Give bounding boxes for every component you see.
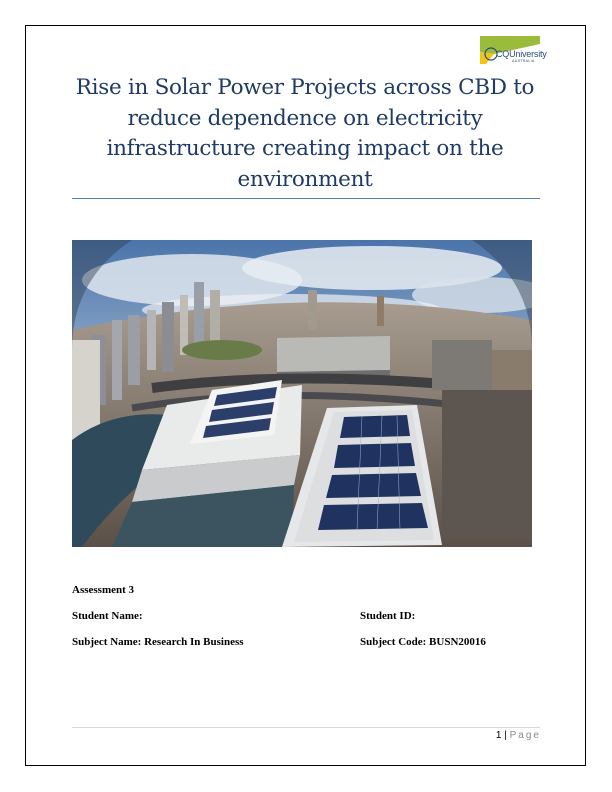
page-label: Page (509, 730, 541, 741)
city-rooftop-solar-photo (72, 240, 532, 547)
footer-separator: | (504, 730, 507, 741)
cover-photo (72, 240, 532, 547)
footer-rule (72, 727, 540, 728)
cqu-logo (480, 34, 547, 72)
assessment-label: Assessment 3 (72, 584, 135, 596)
document-title: Rise in Solar Power Projects across CBD to reduce dependence on electricity infrastructure creating impact on the environment (75, 75, 535, 192)
subject-name: Subject Name: Research In Business (72, 636, 244, 648)
subject-code: Subject Code: BUSN20016 (360, 636, 486, 648)
logo-text: CQUniversity (496, 49, 547, 59)
title-rule (72, 198, 540, 199)
logo-subtext: AUSTRALIA (512, 59, 535, 63)
student-name-label: Student Name: (72, 610, 143, 622)
page-footer (496, 730, 541, 741)
student-id-label: Student ID: (360, 610, 416, 622)
page-number: 1 (495, 730, 502, 741)
